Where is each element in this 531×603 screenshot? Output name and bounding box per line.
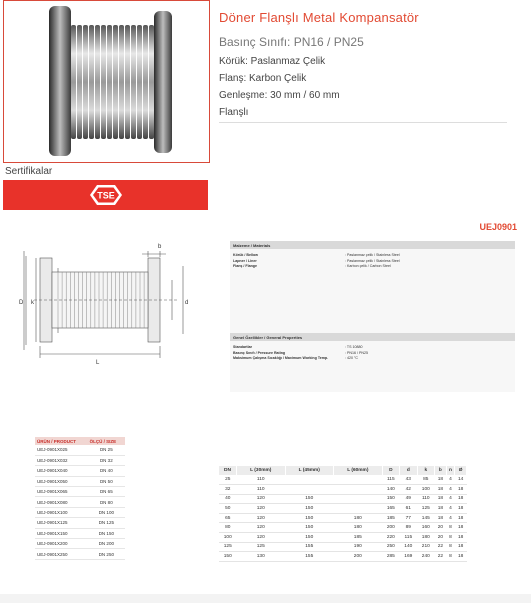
dimension-cell: 155 xyxy=(285,552,334,562)
property-value: : Karbon çelik / Carbon Steel xyxy=(345,264,391,268)
dimension-cell: 18 xyxy=(435,504,447,514)
dimension-header: n xyxy=(446,466,455,475)
property-key: Flanş / Flange xyxy=(233,264,257,268)
dimension-cell: 18 xyxy=(435,475,447,485)
dimension-header: L (30mm) xyxy=(236,466,285,475)
tse-badge-icon xyxy=(86,183,126,207)
spec-flanged: Flanşlı xyxy=(219,107,249,118)
product-header: ÜRÜN / PRODUCT xyxy=(35,437,88,445)
property-key: Maksimum Çalışma Sıcaklığı / Maximum Working Temp. xyxy=(233,356,329,360)
property-row xyxy=(233,356,515,362)
dimension-cell: 169 xyxy=(400,552,417,562)
dimension-cell: 185 xyxy=(334,533,383,543)
dimension-cell: 125 xyxy=(219,542,236,552)
bellow-rib xyxy=(131,25,136,139)
dimension-cell: 8 xyxy=(446,523,455,533)
dimension-cell: 145 xyxy=(417,513,434,523)
materials-heading: Malzeme / Materials xyxy=(230,241,515,249)
product-code: UEJ0901 xyxy=(479,222,517,232)
dimension-cell: 110 xyxy=(236,485,285,495)
product-photo-frame xyxy=(3,0,210,163)
dimension-cell: 150 xyxy=(219,552,236,562)
product-code-cell: UEJ-0901X150 xyxy=(35,528,88,538)
dimension-cell: 140 xyxy=(400,542,417,552)
dimension-cell: 150 xyxy=(285,504,334,514)
dimension-header: Ø xyxy=(455,466,467,475)
dimension-cell: 180 xyxy=(334,523,383,533)
property-key: Körük / Bellow xyxy=(233,253,258,257)
dimension-cell: 80 xyxy=(219,523,236,533)
product-row xyxy=(35,507,125,517)
property-key: Lapner / Liner xyxy=(233,258,257,263)
dimension-cell: 22 xyxy=(435,552,447,562)
product-row xyxy=(35,476,125,486)
dimension-header: k xyxy=(417,466,434,475)
pressure-class: Basınç Sınıfı: PN16 / PN25 xyxy=(219,35,364,49)
dimension-cell: 220 xyxy=(382,533,399,543)
product-table xyxy=(35,437,125,560)
dimension-cell: 43 xyxy=(400,475,417,485)
dimension-cell xyxy=(334,485,383,495)
dimension-cell: 200 xyxy=(382,523,399,533)
dimension-cell: 150 xyxy=(285,513,334,523)
dimension-header: L (60mm) xyxy=(334,466,383,475)
dimension-header: b xyxy=(435,466,447,475)
dimension-cell: 22 xyxy=(435,542,447,552)
dimension-row xyxy=(219,542,467,552)
dimension-row xyxy=(219,475,467,485)
dimension-row xyxy=(219,533,467,543)
product-row xyxy=(35,518,125,528)
dimension-cell: 4 xyxy=(446,494,455,504)
dimension-cell: 140 xyxy=(382,485,399,495)
spec-expansion: Genleşme: 30 mm / 60 mm xyxy=(219,90,340,101)
dimension-row xyxy=(219,523,467,533)
dimension-cell: 110 xyxy=(236,475,285,485)
divider xyxy=(219,122,507,123)
dimension-cell xyxy=(334,494,383,504)
product-row xyxy=(35,539,125,549)
property-value: : PN16 / PN25 xyxy=(345,350,368,355)
page-footer-bar xyxy=(0,594,531,603)
dimension-cell: 120 xyxy=(236,533,285,543)
dimension-cell: 210 xyxy=(417,542,434,552)
product-size-cell: DN 125 xyxy=(88,518,125,528)
property-row xyxy=(233,264,515,270)
dimension-cell: 4 xyxy=(446,475,455,485)
certificates-label: Sertifikalar xyxy=(5,166,53,177)
dimension-cell: 18 xyxy=(455,542,467,552)
bellow-rib xyxy=(113,25,118,139)
dimension-header: L (45mm) xyxy=(285,466,334,475)
product-code-cell: UEJ-0901X100 xyxy=(35,507,88,517)
label-b: b xyxy=(158,244,162,250)
dimension-cell: 18 xyxy=(455,485,467,495)
property-key: Basınç Sınıfı / Pressure Rating xyxy=(233,350,286,355)
dimension-cell: 18 xyxy=(455,523,467,533)
general-panel xyxy=(230,333,515,362)
dimension-cell: 180 xyxy=(334,513,383,523)
dimension-cell: 285 xyxy=(382,552,399,562)
dimension-cell: 42 xyxy=(400,485,417,495)
label-D: D xyxy=(19,300,24,306)
dimension-cell: 8 xyxy=(446,542,455,552)
product-row xyxy=(35,528,125,538)
product-size-cell: DN 150 xyxy=(88,528,125,538)
dimension-cell: 150 xyxy=(382,494,399,504)
dimension-cell: 40 xyxy=(219,494,236,504)
general-rows xyxy=(230,341,515,362)
dimension-cell: 49 xyxy=(400,494,417,504)
dimension-cell: 150 xyxy=(285,494,334,504)
product-code-cell: UEJ-0901X025 xyxy=(35,445,88,455)
dimension-cell xyxy=(334,475,383,485)
dimension-cell: 18 xyxy=(435,513,447,523)
compensator-photo xyxy=(4,1,209,162)
dimension-cell: 18 xyxy=(455,552,467,562)
dimension-cell: 130 xyxy=(236,552,285,562)
dimension-cell: 150 xyxy=(285,533,334,543)
property-value: : TS 10880 xyxy=(345,345,363,349)
dimension-row xyxy=(219,494,467,504)
dimension-cell: 20 xyxy=(435,533,447,543)
dimension-cell: 18 xyxy=(435,485,447,495)
product-row xyxy=(35,445,125,455)
product-code-cell: UEJ-0901X050 xyxy=(35,476,88,486)
bellow-rib xyxy=(119,25,124,139)
product-row xyxy=(35,497,125,507)
product-size-cell: DN 25 xyxy=(88,445,125,455)
bellow-rib xyxy=(89,25,94,139)
dimension-header: DN xyxy=(219,466,236,475)
dimension-cell xyxy=(334,504,383,514)
dimension-cell: 18 xyxy=(455,533,467,543)
dimension-cell: 160 xyxy=(417,523,434,533)
product-row xyxy=(35,455,125,465)
dimension-cell: 4 xyxy=(446,485,455,495)
dimension-cell: 100 xyxy=(219,533,236,543)
product-code-cell: UEJ-0901X080 xyxy=(35,497,88,507)
bellow-rib xyxy=(125,25,130,139)
dimension-row xyxy=(219,504,467,514)
product-title: Döner Flanşlı Metal Kompansatör xyxy=(219,10,419,25)
dimension-row xyxy=(219,485,467,495)
spec-flange: Flanş: Karbon Çelik xyxy=(219,73,307,84)
property-key: Standartlar xyxy=(233,345,252,349)
product-size-cell: DN 80 xyxy=(88,497,125,507)
dimension-cell: 8 xyxy=(446,533,455,543)
dimension-cell: 65 xyxy=(219,513,236,523)
general-heading: Genel Özellikler / General Properties xyxy=(230,333,515,341)
certificate-bar xyxy=(3,180,208,210)
product-row xyxy=(35,466,125,476)
dimension-cell: 120 xyxy=(236,504,285,514)
dimension-cell: 4 xyxy=(446,513,455,523)
dimension-cell: 14 xyxy=(455,475,467,485)
product-code-cell: UEJ-0901X032 xyxy=(35,455,88,465)
product-size-cell: DN 50 xyxy=(88,476,125,486)
materials-panel xyxy=(230,241,515,392)
product-code-cell: UEJ-0901X065 xyxy=(35,487,88,497)
dimension-cell: 77 xyxy=(400,513,417,523)
dimension-cell: 110 xyxy=(417,494,434,504)
dimension-cell: 50 xyxy=(219,504,236,514)
dimension-cell: 125 xyxy=(236,542,285,552)
materials-rows xyxy=(230,249,515,270)
dimension-cell: 89 xyxy=(400,523,417,533)
dimension-cell: 115 xyxy=(382,475,399,485)
dimension-cell: 18 xyxy=(435,494,447,504)
dimension-cell: 125 xyxy=(417,504,434,514)
dimension-cell: 120 xyxy=(236,513,285,523)
product-code-cell: UEJ-0901X040 xyxy=(35,466,88,476)
dimension-cell xyxy=(285,485,334,495)
dimension-row xyxy=(219,552,467,562)
product-size-cell: DN 40 xyxy=(88,466,125,476)
dimension-cell: 100 xyxy=(417,485,434,495)
dimension-cell: 185 xyxy=(382,513,399,523)
product-size-cell: DN 100 xyxy=(88,507,125,517)
bellow-rib xyxy=(143,25,148,139)
product-code-cell: UEJ-0901X250 xyxy=(35,549,88,559)
product-code-cell: UEJ-0901X125 xyxy=(35,518,88,528)
size-header: ÖLÇÜ / SIZE xyxy=(88,437,125,445)
product-size-cell: DN 200 xyxy=(88,539,125,549)
dimension-cell xyxy=(285,475,334,485)
dimension-cell: 115 xyxy=(400,533,417,543)
label-L: L xyxy=(96,360,100,366)
product-row xyxy=(35,549,125,559)
dimension-cell: 18 xyxy=(455,504,467,514)
dimension-cell: 18 xyxy=(455,494,467,504)
product-size-cell: DN 65 xyxy=(88,487,125,497)
technical-drawing xyxy=(8,238,208,370)
dimension-cell: 200 xyxy=(334,552,383,562)
bellow-rib xyxy=(83,25,88,139)
dimension-row xyxy=(219,513,467,523)
dimension-cell: 120 xyxy=(236,494,285,504)
dimension-table xyxy=(219,466,467,562)
dimension-cell: 250 xyxy=(382,542,399,552)
dimension-cell: 165 xyxy=(382,504,399,514)
dimension-header: d xyxy=(400,466,417,475)
dimension-cell: 4 xyxy=(446,504,455,514)
spec-bellow: Körük: Paslanmaz Çelik xyxy=(219,56,326,67)
label-k: k xyxy=(31,300,34,306)
property-value: : 420 °C xyxy=(345,356,359,360)
dimension-cell: 61 xyxy=(400,504,417,514)
label-d: d xyxy=(185,300,189,306)
bellow-rib xyxy=(107,25,112,139)
product-code-cell: UEJ-0901X200 xyxy=(35,539,88,549)
bellow-rib xyxy=(149,25,154,139)
dimension-cell: 180 xyxy=(417,533,434,543)
property-value: : Paslanmaz çelik / Stainless Steel xyxy=(345,258,400,263)
property-value: : Paslanmaz çelik / Stainless Steel xyxy=(345,253,400,257)
dimension-cell: 190 xyxy=(334,542,383,552)
dimension-cell: 8 xyxy=(446,552,455,562)
dimension-header: D xyxy=(382,466,399,475)
dimension-cell: 155 xyxy=(285,542,334,552)
dimension-cell: 32 xyxy=(219,485,236,495)
dimension-cell: 150 xyxy=(285,523,334,533)
dimension-cell: 240 xyxy=(417,552,434,562)
bellow-rib xyxy=(137,25,142,139)
bellow-rib xyxy=(95,25,100,139)
product-size-cell: DN 32 xyxy=(88,455,125,465)
dimension-cell: 85 xyxy=(417,475,434,485)
bellow-rib xyxy=(71,25,76,139)
product-row xyxy=(35,487,125,497)
tse-badge-text: TSE xyxy=(96,190,115,201)
product-size-cell: DN 250 xyxy=(88,549,125,559)
dimension-cell: 25 xyxy=(219,475,236,485)
bellow-rib xyxy=(101,25,106,139)
dimension-cell: 20 xyxy=(435,523,447,533)
dimension-cell: 120 xyxy=(236,523,285,533)
dimension-cell: 18 xyxy=(455,513,467,523)
bellow-rib xyxy=(77,25,82,139)
